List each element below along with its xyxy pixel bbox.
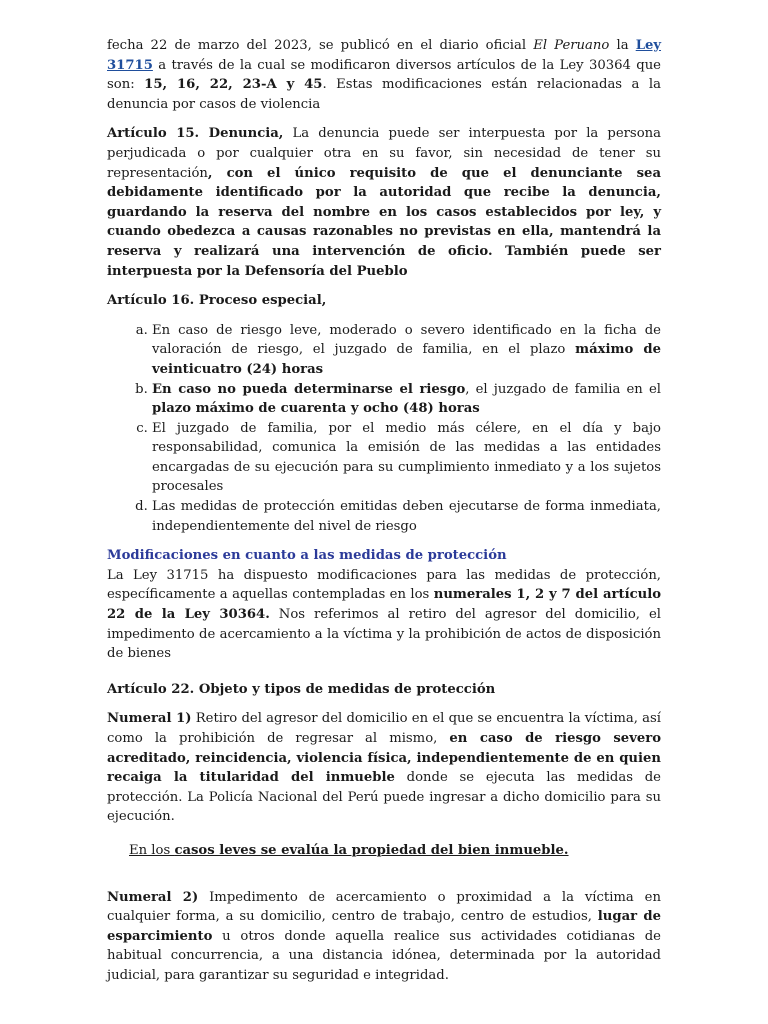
section-heading: Modificaciones en cuanto a las medidas de protección — [107, 548, 507, 564]
list-item: c. El juzgado de familia, por el medio más célere, en el día y bajo responsabilidad, comunica la emisión de las medidas a las entidades encargadas de su ejecución para su cumplimiento inmediato y a los sujetos procesales — [152, 419, 661, 497]
article-15-title: Artículo 15. Denuncia, — [107, 126, 284, 142]
numeral-1-label: Numeral 1) — [107, 711, 192, 727]
note-line: En los casos leves se evalúa la propiedad del bien inmueble. — [129, 842, 569, 858]
law-link[interactable]: Ley 31715 — [107, 38, 662, 73]
article-22-title: Artículo 22. Objeto y tipos de medidas de protección — [107, 681, 496, 697]
numeral-1-paragraph: Numeral 1) Retiro del agresor del domicilio en el que se encuentra la víctima, así como la prohibición de regresar al mismo, en caso de riesgo severo acreditado, reincidencia, violencia física, independientemente de en quien recaiga la titularidad del inmueble donde se ejecuta las medidas de protección. La Policía Nacional del Perú puede ingresar a dicho domicilio para su ejecución. — [107, 711, 661, 825]
intro-paragraph: fecha 22 de marzo del 2023, se publicó en el diario oficial El Peruano la Ley 31715 a través de la cual se modificaron diversos artículos de la Ley 30364 que son: 15, 16, 22, 23-A y 45. Estas modificaciones están relacionadas a la denuncia por casos de violencia — [107, 38, 662, 112]
numeral-2-paragraph: Numeral 2) Impedimento de acercamiento o proximidad a la víctima en cualquier forma, a su domicilio, centro de trabajo, centro de estudios, lugar de esparcimiento u otros donde aquella realice sus actividades cotidianas de habitual concurrencia, a una distancia idónea, determinada por la autoridad judicial, para garantizar su seguridad e integridad. — [107, 889, 661, 983]
articles-list: 15, 16, 22, 23-A y 45 — [144, 77, 323, 93]
list-item: b. En caso no pueda determinarse el riesgo, el juzgado de familia en el plazo máximo de cuarenta y ocho (48) horas — [152, 380, 661, 419]
article-15-paragraph: Artículo 15. Denuncia, La denuncia puede ser interpuesta por la persona perjudicada o por cualquier otra en su favor, sin necesidad de tener su representación, con el único requisito de que el denunciante sea debidamente identificado por la autoridad que recibe la denuncia, guardando la reserva del nombre en los casos establecidos por ley, y cuando obedezca a causas razonables no previstas en ella, mantendrá la reserva y realizará una intervención de oficio. También puede ser interpuesta por la Defensoría del Pueblo — [107, 126, 661, 279]
modificaciones-paragraph: La Ley 31715 ha dispuesto modificaciones para las medidas de protección, específicamente a aquellas contempladas en los numerales 1, 2 y 7 del artículo 22 de la Ley 30364. Nos referimos al retiro del agresor del domicilio, el impedimento de acercamiento a la víctima y la prohibición de actos de disposición de bienes — [107, 567, 661, 662]
article-16-list — [107, 321, 661, 537]
document-body — [107, 36, 661, 986]
list-item: a. En caso de riesgo leve, moderado o severo identificado en la ficha de valoración de riesgo, el juzgado de familia, en el plazo máximo de veinticuatro (24) horas — [152, 321, 661, 380]
list-item: d. Las medidas de protección emitidas deben ejecutarse de forma inmediata, independientemente del nivel de riesgo — [152, 497, 661, 536]
numeral-2-label: Numeral 2) — [107, 889, 199, 905]
newspaper-name: El Peruano — [533, 38, 610, 53]
article-16-title: Artículo 16. Proceso especial, — [107, 293, 327, 309]
